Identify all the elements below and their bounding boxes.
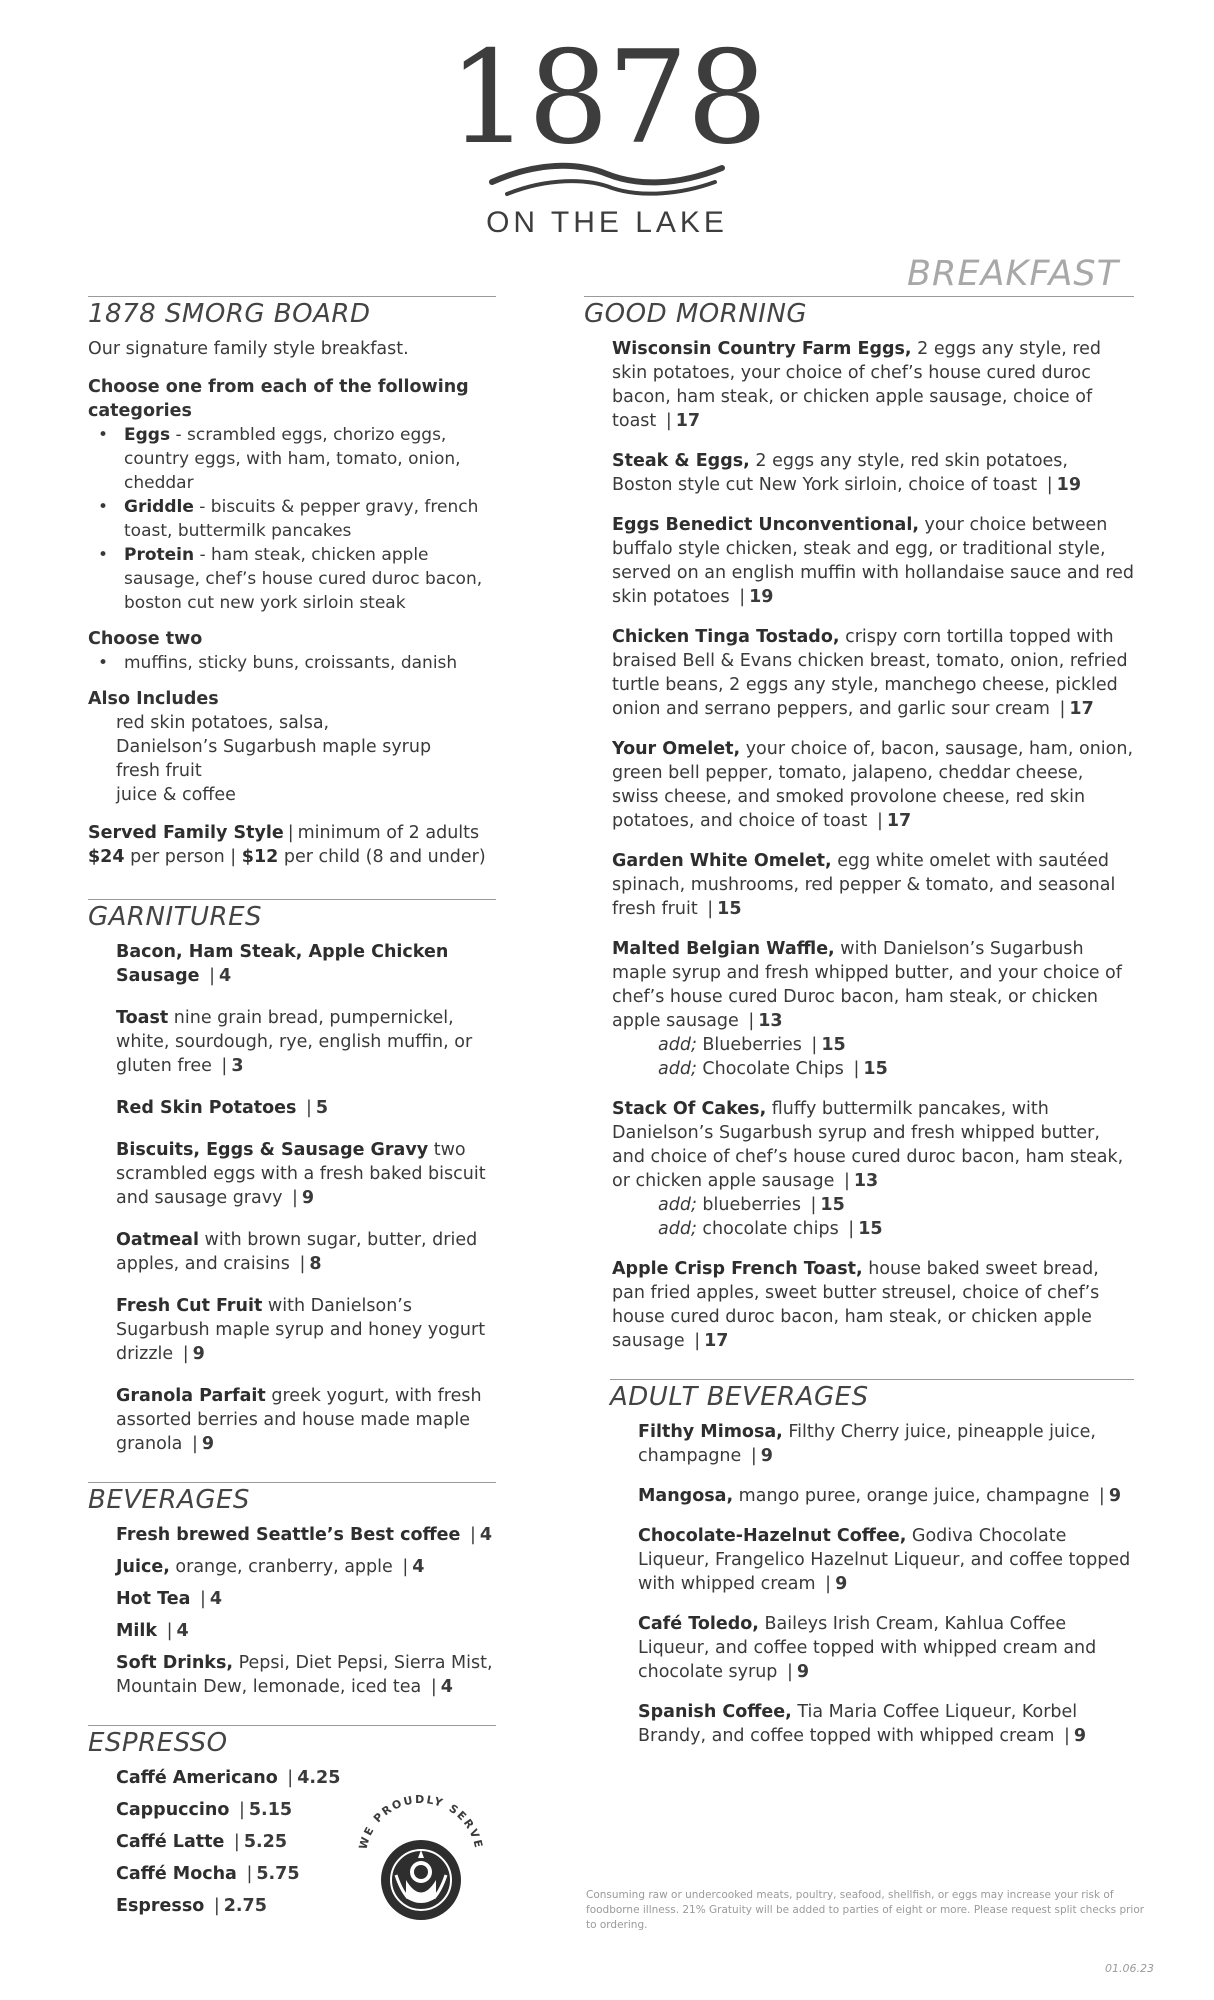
item-description: your choice of, bacon, sausage, ham, onion, green bell pepper, tomato, jalapeno, cheddar cheese, swiss cheese, and smoked provolone cheese, red skin potatoes, and choice of toast — [612, 739, 1134, 831]
section-title: ADULT BEVERAGES — [610, 1379, 1134, 1412]
price-divider: | — [847, 1059, 860, 1079]
menu-item — [584, 625, 1134, 721]
add-on — [612, 1057, 1134, 1081]
smorg-section — [88, 296, 496, 869]
item-price: 9 — [1073, 1726, 1087, 1746]
per-child: per child (8 and under) — [283, 847, 486, 867]
menu-item — [88, 1228, 496, 1276]
add-price: 15 — [820, 1195, 845, 1215]
logo-subtitle: ON THE LAKE — [486, 206, 728, 239]
child-price: $12 — [241, 847, 279, 867]
item-name: Soft Drinks, — [116, 1653, 234, 1673]
add-label: add; — [658, 1219, 697, 1239]
menu-item — [88, 1096, 496, 1120]
smorg-intro: Our signature family style breakfast. — [88, 339, 409, 359]
add-price: 15 — [858, 1219, 883, 1239]
item-name: Stack Of Cakes, — [612, 1099, 767, 1119]
adult-beverages-section — [610, 1379, 1134, 1748]
item-name: Spanish Coffee, — [638, 1702, 792, 1722]
menu-item — [610, 1420, 1134, 1468]
add-on — [612, 1217, 1134, 1241]
category-name: Eggs — [124, 425, 171, 445]
item-name: Apple Crisp French Toast, — [612, 1259, 863, 1279]
item-name: Chocolate-Hazelnut Coffee, — [638, 1526, 907, 1546]
menu-item — [88, 1619, 496, 1643]
item-price: 17 — [1069, 699, 1094, 719]
badge-text: WE PROUDLY SERVE — [356, 1792, 486, 1851]
item-price: 4 — [440, 1677, 453, 1697]
item-price: 4 — [176, 1621, 189, 1641]
item-name: Café Toledo, — [638, 1614, 759, 1634]
add-on — [612, 1193, 1134, 1217]
menu-item — [88, 1384, 496, 1456]
item-name: Juice, — [116, 1557, 170, 1577]
item-name: Caffé Mocha — [116, 1864, 237, 1884]
item-name: Chicken Tinga Tostado, — [612, 627, 840, 647]
item-price: 13 — [758, 1011, 783, 1031]
item-description: with Danielson’s Sugarbush maple syrup and fresh whipped butter, and your choice of chef’s house cured Duroc bacon, ham steak, or chicken apple sausage — [612, 939, 1122, 1031]
item-price: 9 — [192, 1344, 205, 1364]
price-divider: | — [781, 1662, 793, 1682]
served-info: Served Family Style | minimum of 2 adults $24 per person | $12 per child (8 and under) — [88, 823, 486, 867]
category-desc: - scrambled eggs, chorizo eggs, country eggs, with ham, tomato, onion, cheddar — [124, 425, 461, 493]
per-person: per person — [130, 847, 225, 867]
section-title: GARNITURES — [88, 899, 496, 932]
category-name: Griddle — [124, 497, 194, 517]
item-name: Eggs Benedict Unconventional, — [612, 515, 919, 535]
list-item: Danielson’s Sugarbush maple syrup — [116, 737, 432, 757]
item-description: fluffy buttermilk pancakes, with Danielson’s Sugarbush syrup and fresh whipped butter, and choice of chef’s house cured duroc bacon, ham steak, or chicken apple sausage — [612, 1099, 1124, 1191]
item-description: your choice between buffalo style chicken, steak and egg, or traditional style, served on an english muffin with hollandaise sauce and red skin potatoes — [612, 515, 1135, 607]
menu-item — [88, 1523, 496, 1547]
logo-number: 1878 — [448, 24, 766, 173]
price-divider: | — [300, 1098, 312, 1118]
beverages-list — [88, 1523, 496, 1699]
price-divider: | — [842, 1219, 855, 1239]
menu-item — [610, 1524, 1134, 1596]
item-price: 19 — [749, 587, 774, 607]
item-name: Caffé Americano — [116, 1768, 278, 1788]
item-price: 19 — [1056, 475, 1081, 495]
menu-item — [584, 513, 1134, 609]
add-price: 15 — [821, 1035, 846, 1055]
item-price: 4.25 — [297, 1768, 341, 1788]
item-price: 13 — [853, 1171, 879, 1191]
item-description: nine grain bread, pumpernickel, white, sourdough, rye, english muffin, or gluten free — [116, 1008, 473, 1076]
item-name: Mangosa, — [638, 1486, 734, 1506]
price-divider: | — [701, 899, 714, 919]
category-list — [88, 423, 496, 615]
price-divider: | — [177, 1344, 189, 1364]
list-item: red skin potatoes, salsa, — [116, 713, 330, 733]
add-label: add; — [658, 1195, 697, 1215]
logo — [0, 24, 1214, 240]
list-item: juice & coffee — [116, 785, 236, 805]
left-column — [88, 296, 496, 1944]
menu-item — [88, 940, 496, 988]
price-divider: | — [233, 1800, 245, 1820]
item-name: Granola Parfait — [116, 1386, 266, 1406]
list-item — [88, 423, 496, 495]
add-label: add; — [658, 1059, 697, 1079]
price-divider: | — [819, 1574, 832, 1594]
item-description: two scrambled eggs with a fresh baked biscuit and sausage gravy — [116, 1140, 486, 1208]
item-name: Hot Tea — [116, 1589, 191, 1609]
item-price: 9 — [760, 1446, 773, 1466]
item-name: Wisconsin Country Farm Eggs, — [612, 339, 912, 359]
price-divider: | — [208, 1896, 220, 1916]
price-divider: | — [871, 811, 883, 831]
item-price: 4 — [218, 966, 232, 986]
category-desc: - ham steak, chicken apple sausage, chef’s house cured duroc bacon, boston cut new york sirloin steak — [124, 545, 483, 613]
menu-item — [584, 1257, 1134, 1353]
price-divider: | — [733, 587, 746, 607]
item-name: Biscuits, Eggs & Sausage Gravy — [116, 1140, 429, 1160]
item-description: Tia Maria Coffee Liqueur, Korbel Brandy, and coffee topped with whipped cream — [638, 1702, 1078, 1746]
item-description: crispy corn tortilla topped with braised Bell & Evans chicken breast, tomato, onion, refried turtle beans, 2 eggs any style, manchego cheese, pickled onion and serrano peppers, and garlic sour cream — [612, 627, 1128, 719]
menu-item — [584, 737, 1134, 833]
list-item: fresh fruit — [116, 761, 202, 781]
item-name: Red Skin Potatoes — [116, 1098, 297, 1118]
price-divider: | — [464, 1525, 476, 1545]
list-item — [88, 495, 496, 543]
footnote: Consuming raw or undercooked meats, poultry, seafood, shellfish, or eggs may increase your risk of foodborne illness. 21% Gratuity will be added to parties of eight or more. Please request split checks prior to ordering. — [586, 1889, 1145, 1931]
price-divider: | — [425, 1677, 437, 1697]
add-price: 15 — [863, 1059, 888, 1079]
item-price: 5.75 — [256, 1864, 300, 1884]
breakfast-title: BREAKFAST — [907, 254, 1119, 294]
item-price: 9 — [301, 1188, 315, 1208]
served-label: Served Family Style — [88, 823, 284, 843]
price-divider: | — [228, 1832, 240, 1852]
item-price: 9 — [835, 1574, 848, 1594]
item-name: Oatmeal — [116, 1230, 199, 1250]
item-description: Godiva Chocolate Liqueur, Frangelico Hazelnut Liqueur, and coffee topped with whipped cream — [638, 1526, 1131, 1594]
item-price: 5.25 — [243, 1832, 288, 1852]
price-divider: | — [1058, 1726, 1070, 1746]
price-divider: | — [745, 1446, 757, 1466]
item-price: 4 — [479, 1525, 493, 1545]
item-description: 2 eggs any style, red skin potatoes, Boston style cut New York sirloin, choice of toast — [612, 451, 1068, 495]
item-price: 2.75 — [223, 1896, 267, 1916]
price-divider: | — [215, 1056, 228, 1076]
add-text: chocolate chips — [696, 1219, 839, 1239]
item-description: 2 eggs any style, red skin potatoes, your choice of chef’s house cured duroc bacon, ham steak, or chicken apple sausage, choice of toast — [612, 339, 1102, 431]
add-text: Blueberries — [696, 1035, 802, 1055]
price-divider: | — [742, 1011, 755, 1031]
menu-item — [584, 849, 1134, 921]
beverages-section — [88, 1482, 496, 1699]
menu-item — [88, 1555, 496, 1579]
add-on — [612, 1033, 1134, 1057]
item-description: Filthy Cherry juice, pineapple juice, champagne — [638, 1422, 1096, 1466]
menu-item — [584, 937, 1134, 1081]
item-name: Fresh brewed Seattle’s Best coffee — [116, 1525, 461, 1545]
menu-item — [584, 337, 1134, 433]
add-label: add; — [658, 1035, 697, 1055]
section-title: GOOD MORNING — [584, 296, 1134, 329]
price-divider: | — [240, 1864, 253, 1884]
list-item: • muffins, sticky buns, croissants, danish — [88, 651, 496, 675]
item-description: greek yogurt, with fresh assorted berries and house made maple granola — [116, 1386, 482, 1454]
price-divider: | — [293, 1254, 306, 1274]
item-price: 3 — [231, 1056, 244, 1076]
price-divider: | — [660, 411, 672, 431]
price-divider: | — [1053, 699, 1066, 719]
good-morning-list — [584, 337, 1134, 1353]
item-name: Garden White Omelet, — [612, 851, 832, 871]
item-price: 9 — [201, 1434, 215, 1454]
item-name: Malted Belgian Waffle, — [612, 939, 835, 959]
menu-item — [610, 1612, 1134, 1684]
garnitures-section — [88, 899, 496, 1456]
also-includes-list — [88, 711, 496, 807]
item-name: Bacon, Ham Steak, Apple Chicken Sausage — [116, 942, 449, 986]
adult-price: $24 — [88, 847, 125, 867]
menu-item — [584, 1097, 1134, 1241]
item-price: 9 — [796, 1662, 810, 1682]
section-title: BEVERAGES — [88, 1482, 496, 1515]
add-text: blueberries — [696, 1195, 801, 1215]
item-description: mango puree, orange juice, champagne — [733, 1486, 1090, 1506]
choose-two-heading: Choose two — [88, 629, 203, 649]
item-price: 8 — [309, 1254, 322, 1274]
item-description: Baileys Irish Cream, Kahlua Coffee Liqueur, and coffee topped with whipped cream and chocolate syrup — [638, 1614, 1097, 1682]
menu-item — [584, 449, 1134, 497]
also-includes-heading: Also Includes — [88, 689, 219, 709]
price-divider: | — [396, 1557, 409, 1577]
garnitures-list — [88, 940, 496, 1456]
item-name: Espresso — [116, 1896, 205, 1916]
item-price: 9 — [1108, 1486, 1122, 1506]
price-divider: | — [161, 1621, 173, 1641]
item-description: with brown sugar, butter, dried apples, and craisins — [116, 1230, 478, 1274]
good-morning-section — [584, 296, 1134, 1353]
price-divider: | — [805, 1035, 818, 1055]
price-divider: | — [203, 966, 215, 986]
price-divider: | — [804, 1195, 817, 1215]
item-description: Pepsi, Diet Pepsi, Sierra Mist, Mountain Dew, lemonade, iced tea — [116, 1653, 493, 1697]
item-name: Your Omelet, — [612, 739, 741, 759]
section-title: ESPRESSO — [88, 1725, 496, 1758]
category-desc: - biscuits & pepper gravy, french toast, buttermilk pancakes — [124, 497, 479, 541]
price-divider: | — [688, 1331, 701, 1351]
price-divider: | — [186, 1434, 198, 1454]
item-price: 4 — [209, 1589, 223, 1609]
price-divider: | — [838, 1171, 850, 1191]
item-name: Filthy Mimosa, — [638, 1422, 783, 1442]
choose-two-list — [88, 651, 496, 675]
price-divider: | — [286, 1188, 298, 1208]
menu-item — [88, 1294, 496, 1366]
price-divider: | — [281, 1768, 294, 1788]
item-name: Caffé Latte — [116, 1832, 225, 1852]
right-column — [584, 296, 1134, 1774]
menu-item — [88, 1006, 496, 1078]
item-name: Fresh Cut Fruit — [116, 1296, 263, 1316]
item-price: 17 — [675, 411, 701, 431]
choose-one-heading: Choose one from each of the following categories — [88, 377, 469, 421]
item-price: 17 — [886, 811, 912, 831]
price-divider: | — [194, 1589, 206, 1609]
item-price: 5 — [315, 1098, 329, 1118]
menu-item — [88, 1651, 496, 1699]
item-description: with Danielson’s Sugarbush maple syrup and honey yogurt drizzle — [116, 1296, 486, 1364]
item-description: house baked sweet bread, pan fried apples, sweet butter streusel, choice of chef’s house cured duroc bacon, ham steak, or chicken apple sausage — [612, 1259, 1100, 1351]
item-price: 5.15 — [248, 1800, 293, 1820]
section-title: 1878 SMORG BOARD — [88, 296, 496, 329]
we-proudly-serve-badge — [346, 1780, 496, 1930]
item-price: 4 — [412, 1557, 425, 1577]
menu-item — [610, 1484, 1134, 1508]
category-name: Protein — [124, 545, 195, 565]
menu-item — [88, 1587, 496, 1611]
item-description: orange, cranberry, apple — [169, 1557, 393, 1577]
list-item — [88, 543, 496, 615]
menu-item — [610, 1700, 1134, 1748]
item-price: 15 — [717, 899, 742, 919]
item-name: Toast — [116, 1008, 169, 1028]
add-text: Chocolate Chips — [696, 1059, 844, 1079]
item-name: Cappuccino — [116, 1800, 230, 1820]
served-minimum: minimum of 2 adults — [297, 823, 480, 843]
item-name: Milk — [116, 1621, 158, 1641]
revision-date: 01.06.23 — [1105, 1962, 1154, 1975]
item-name: Steak & Eggs, — [612, 451, 750, 471]
item-description: egg white omelet with sautéed spinach, mushrooms, red pepper & tomato, and seasonal fresh fruit — [612, 851, 1116, 919]
item-price: 17 — [704, 1331, 729, 1351]
adult-beverages-list — [610, 1420, 1134, 1748]
price-divider: | — [1093, 1486, 1105, 1506]
price-divider: | — [1041, 475, 1053, 495]
menu-item — [88, 1138, 496, 1210]
